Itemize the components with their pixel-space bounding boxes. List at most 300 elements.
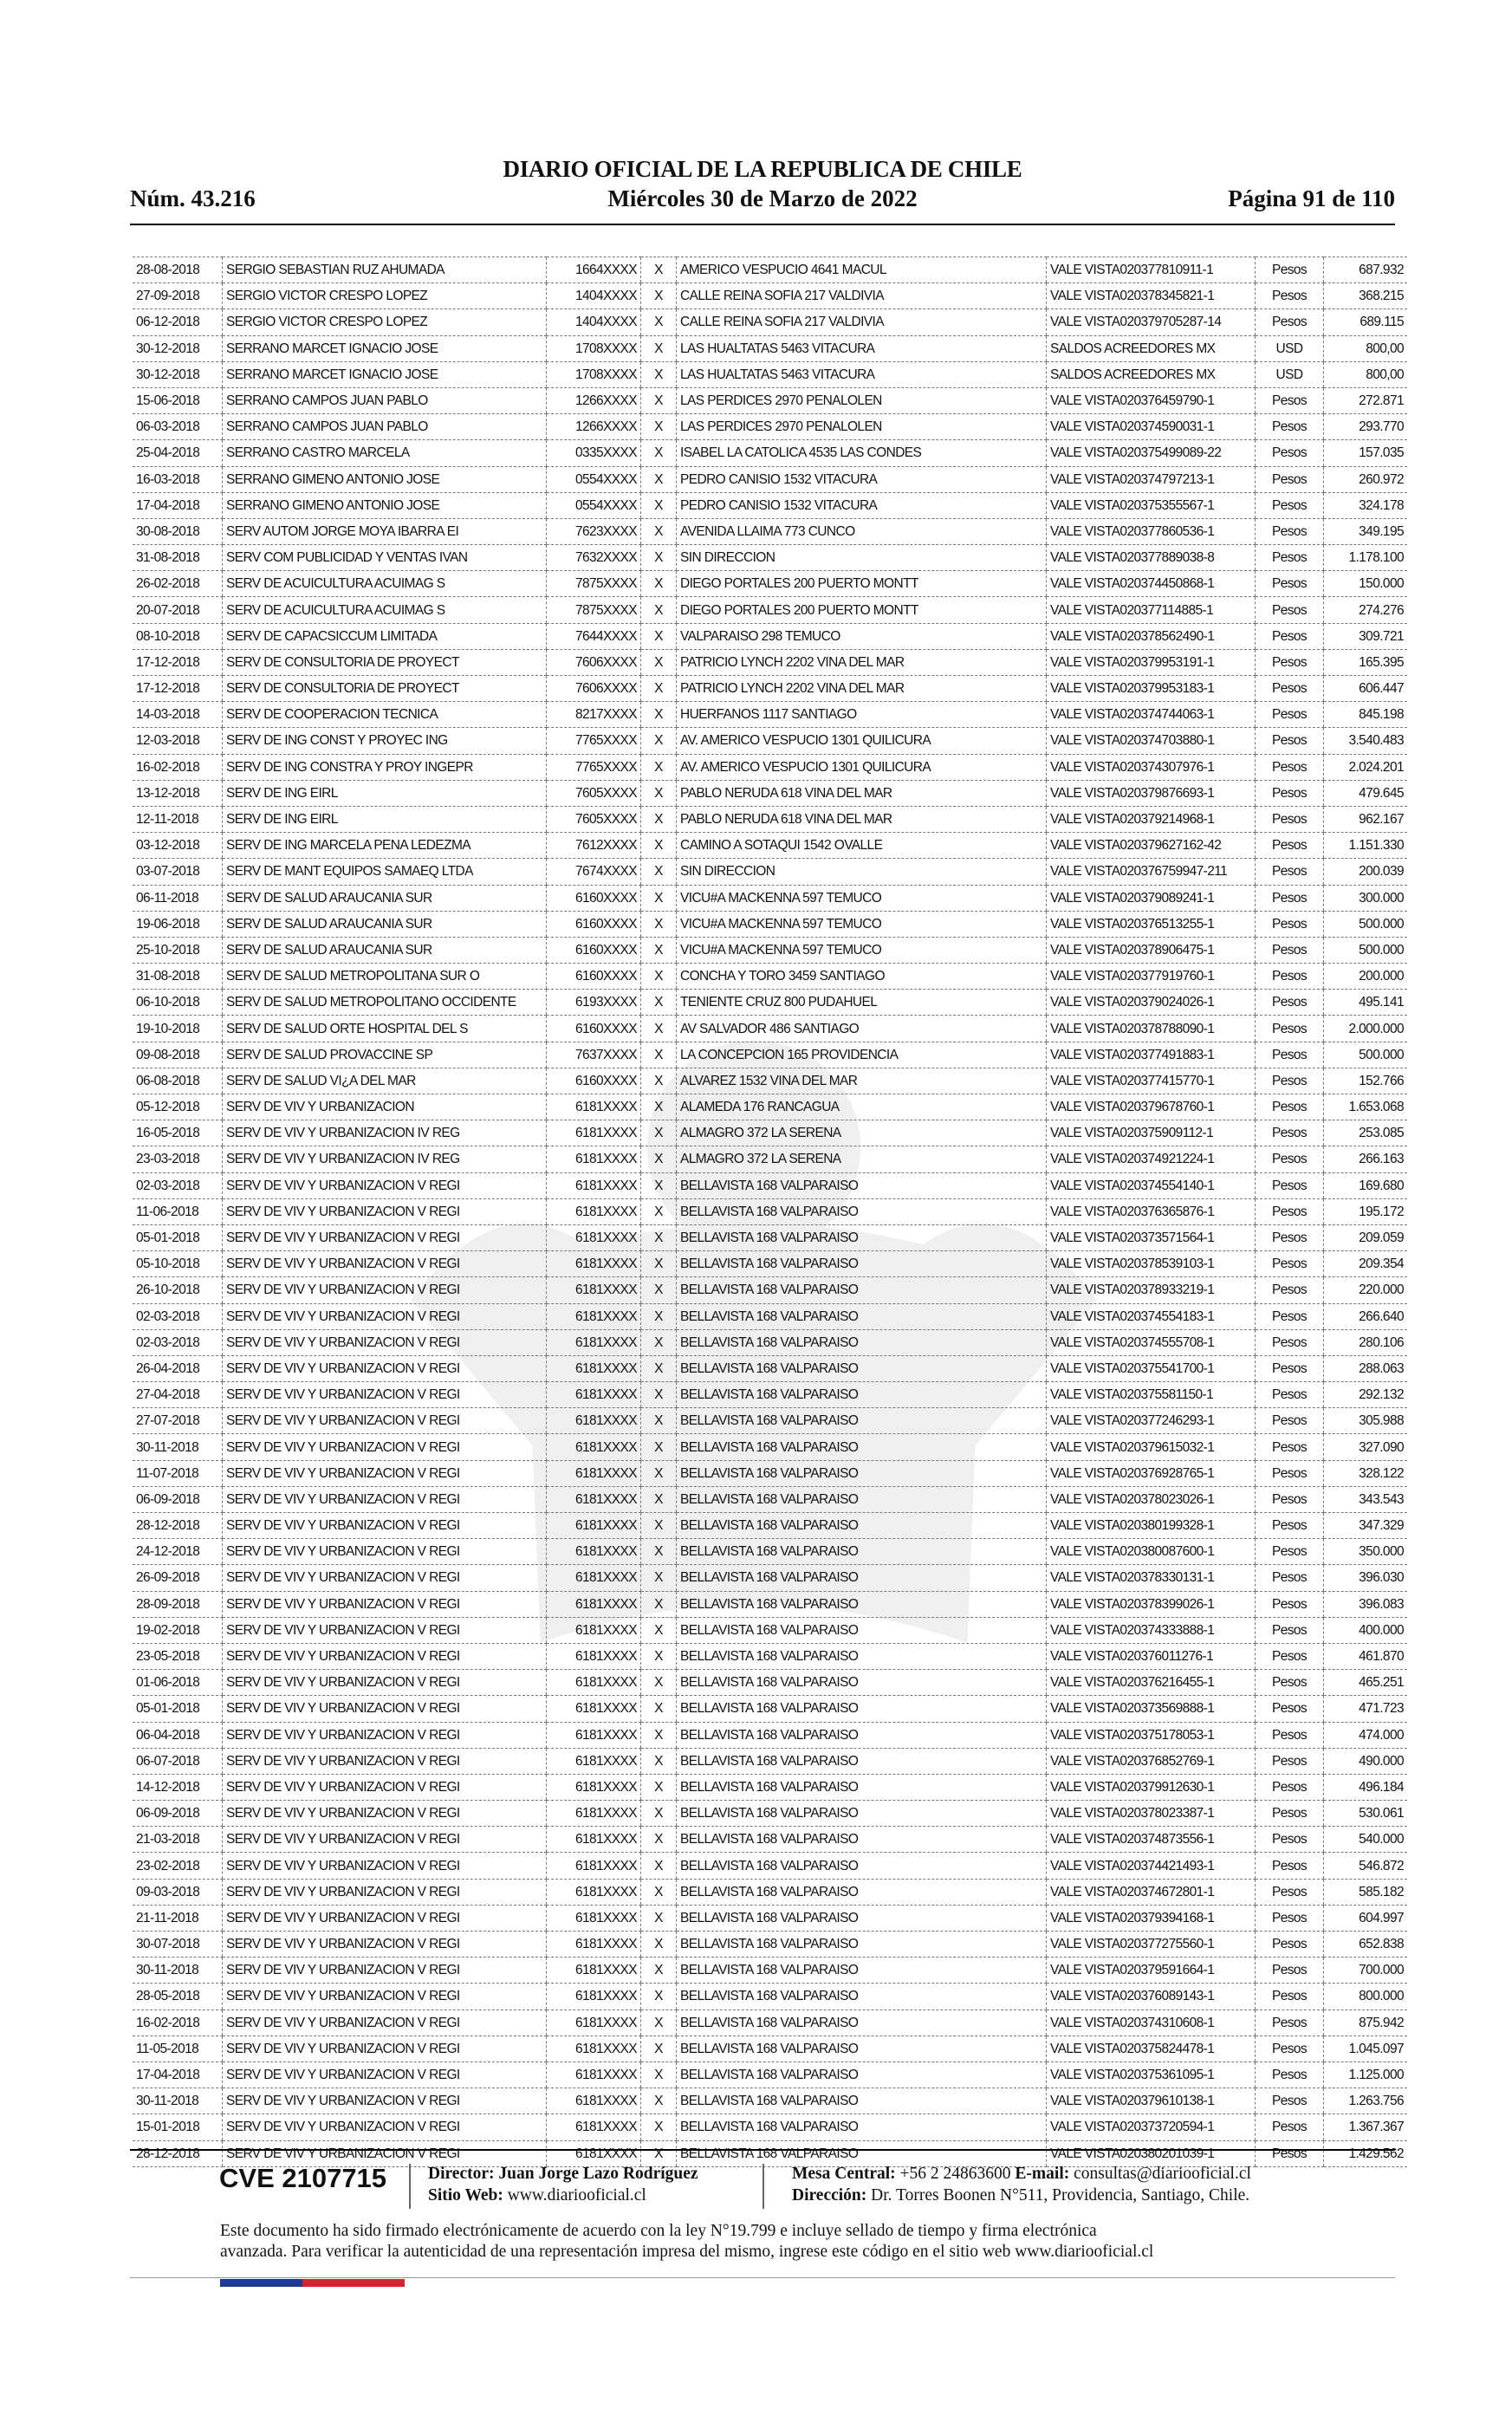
rut-cell: 6181XXXX xyxy=(547,1146,641,1172)
address-cell: BELLAVISTA 168 VALPARAISO xyxy=(677,2010,1047,2036)
document-cell: VALE VISTA020377491883-1 xyxy=(1047,1042,1256,1068)
marker-cell: X xyxy=(641,2010,677,2036)
marker-cell: X xyxy=(641,387,677,413)
document-cell: VALE VISTA020375178053-1 xyxy=(1047,1722,1256,1748)
director-name: Juan Jorge Lazo Rodríguez xyxy=(498,2165,698,2183)
amount-cell: 309.721 xyxy=(1324,623,1408,649)
document-cell: VALE VISTA020378788090-1 xyxy=(1047,1016,1256,1042)
address-cell: BELLAVISTA 168 VALPARAISO xyxy=(677,2140,1047,2166)
address-cell: AV. AMERICO VESPUCIO 1301 QUILICURA xyxy=(677,754,1047,780)
table-row xyxy=(133,1016,1407,1042)
rut-cell: 6181XXXX xyxy=(547,1382,641,1408)
table-row xyxy=(133,2088,1407,2114)
marker-cell: X xyxy=(641,1539,677,1565)
beneficiary-cell: SERV DE ING CONST Y PROYEC ING xyxy=(223,728,547,754)
table-row xyxy=(133,440,1407,466)
date-cell: 27-09-2018 xyxy=(133,283,223,309)
address-cell: DIEGO PORTALES 200 PUERTO MONTT xyxy=(677,571,1047,597)
amount-cell: 800.000 xyxy=(1324,1984,1408,2010)
amount-cell: 500.000 xyxy=(1324,937,1408,963)
rut-cell: 6181XXXX xyxy=(547,1984,641,2010)
table-row xyxy=(133,545,1407,571)
beneficiary-cell: SERRANO GIMENO ANTONIO JOSE xyxy=(223,492,547,518)
address-cell: PATRICIO LYNCH 2202 VINA DEL MAR xyxy=(677,676,1047,702)
date-cell: 06-04-2018 xyxy=(133,1722,223,1748)
table-row xyxy=(133,1617,1407,1643)
table-row xyxy=(133,1801,1407,1827)
date-cell: 06-10-2018 xyxy=(133,990,223,1016)
amount-cell: 300.000 xyxy=(1324,885,1408,911)
rut-cell: 6181XXXX xyxy=(547,1198,641,1224)
rut-cell: 0335XXXX xyxy=(547,440,641,466)
marker-cell: X xyxy=(641,964,677,990)
address-cell: BELLAVISTA 168 VALPARAISO xyxy=(677,1722,1047,1748)
beneficiary-cell: SERV DE SALUD VI¿A DEL MAR xyxy=(223,1068,547,1094)
table-row xyxy=(133,885,1407,911)
marker-cell: X xyxy=(641,1643,677,1669)
address-cell: BELLAVISTA 168 VALPARAISO xyxy=(677,1879,1047,1905)
beneficiary-cell: SERV DE CAPACSICCUM LIMITADA xyxy=(223,623,547,649)
currency-cell: Pesos xyxy=(1256,597,1324,623)
beneficiary-cell: SERV DE ING MARCELA PENA LEDEZMA xyxy=(223,833,547,859)
rut-cell: 6181XXXX xyxy=(547,1958,641,1984)
rut-cell: 6181XXXX xyxy=(547,1539,641,1565)
beneficiary-cell: SERGIO VICTOR CRESPO LOPEZ xyxy=(223,283,547,309)
amount-cell: 293.770 xyxy=(1324,414,1408,440)
currency-cell: Pesos xyxy=(1256,2140,1324,2166)
currency-cell: Pesos xyxy=(1256,990,1324,1016)
rut-cell: 6181XXXX xyxy=(547,1905,641,1931)
marker-cell: X xyxy=(641,937,677,963)
beneficiary-cell: SERV DE MANT EQUIPOS SAMAEQ LTDA xyxy=(223,859,547,885)
table-row xyxy=(133,2062,1407,2088)
date-cell: 23-05-2018 xyxy=(133,1643,223,1669)
document-cell: VALE VISTA020377919760-1 xyxy=(1047,964,1256,990)
document-cell: VALE VISTA020374797213-1 xyxy=(1047,466,1256,492)
signature-notice xyxy=(220,2221,1347,2263)
table-row xyxy=(133,1434,1407,1460)
currency-cell: Pesos xyxy=(1256,1513,1324,1539)
beneficiary-cell: SERV DE ING CONSTRA Y PROY INGEPR xyxy=(223,754,547,780)
document-cell: VALE VISTA020377246293-1 xyxy=(1047,1408,1256,1434)
marker-cell: X xyxy=(641,1382,677,1408)
beneficiary-cell: SERV DE VIV Y URBANIZACION V REGI xyxy=(223,1748,547,1774)
rut-cell: 1708XXXX xyxy=(547,361,641,387)
table-row xyxy=(133,1329,1407,1355)
date-cell: 01-06-2018 xyxy=(133,1670,223,1696)
table-row xyxy=(133,1565,1407,1591)
date-cell: 26-10-2018 xyxy=(133,1277,223,1303)
marker-cell: X xyxy=(641,1434,677,1460)
currency-cell: Pesos xyxy=(1256,1408,1324,1434)
marker-cell: X xyxy=(641,1172,677,1198)
beneficiary-cell: SERV DE VIV Y URBANIZACION V REGI xyxy=(223,2010,547,2036)
table-row xyxy=(133,518,1407,544)
rut-cell: 1404XXXX xyxy=(547,283,641,309)
amount-cell: 260.972 xyxy=(1324,466,1408,492)
amount-cell: 1.429.562 xyxy=(1324,2140,1408,2166)
rut-cell: 6181XXXX xyxy=(547,1565,641,1591)
document-cell: VALE VISTA020379876693-1 xyxy=(1047,780,1256,806)
beneficiary-cell: SERV DE ING EIRL xyxy=(223,806,547,832)
date-cell: 23-03-2018 xyxy=(133,1146,223,1172)
currency-cell: Pesos xyxy=(1256,885,1324,911)
records-body xyxy=(133,257,1407,2167)
marker-cell: X xyxy=(641,1513,677,1539)
beneficiary-cell: SERV DE VIV Y URBANIZACION V REGI xyxy=(223,1643,547,1669)
rut-cell: 6181XXXX xyxy=(547,2140,641,2166)
document-cell: VALE VISTA020374744063-1 xyxy=(1047,702,1256,728)
rut-cell: 7606XXXX xyxy=(547,676,641,702)
table-row xyxy=(133,1539,1407,1565)
amount-cell: 209.354 xyxy=(1324,1251,1408,1277)
document-cell: VALE VISTA020375909112-1 xyxy=(1047,1120,1256,1146)
marker-cell: X xyxy=(641,1670,677,1696)
beneficiary-cell: SERV DE VIV Y URBANIZACION V REGI xyxy=(223,1355,547,1381)
email-link[interactable]: consultas@diariooficial.cl xyxy=(1074,2165,1251,2183)
date-cell: 15-06-2018 xyxy=(133,387,223,413)
table-row xyxy=(133,1486,1407,1512)
address-cell: ALMAGRO 372 LA SERENA xyxy=(677,1146,1047,1172)
address-cell: CALLE REINA SOFIA 217 VALDIVIA xyxy=(677,309,1047,335)
footer-separator xyxy=(409,2164,411,2209)
rut-cell: 6181XXXX xyxy=(547,1355,641,1381)
address-cell: BELLAVISTA 168 VALPARAISO xyxy=(677,1617,1047,1643)
document-cell: VALE VISTA020378933219-1 xyxy=(1047,1277,1256,1303)
document-cell: VALE VISTA020379214968-1 xyxy=(1047,806,1256,832)
document-cell: VALE VISTA020378023387-1 xyxy=(1047,1801,1256,1827)
beneficiary-cell: SERV DE SALUD ARAUCANIA SUR xyxy=(223,937,547,963)
currency-cell: Pesos xyxy=(1256,1958,1324,1984)
currency-cell: Pesos xyxy=(1256,1434,1324,1460)
site-link[interactable]: www.diariooficial.cl xyxy=(507,2186,646,2204)
rut-cell: 6181XXXX xyxy=(547,1513,641,1539)
table-row xyxy=(133,1513,1407,1539)
date-cell: 30-11-2018 xyxy=(133,2088,223,2114)
table-row xyxy=(133,309,1407,335)
amount-cell: 700.000 xyxy=(1324,1958,1408,1984)
marker-cell: X xyxy=(641,1905,677,1931)
document-cell: VALE VISTA020379953191-1 xyxy=(1047,649,1256,675)
table-row xyxy=(133,1774,1407,1800)
rut-cell: 0554XXXX xyxy=(547,492,641,518)
address-cell: BELLAVISTA 168 VALPARAISO xyxy=(677,1774,1047,1800)
table-row xyxy=(133,1879,1407,1905)
beneficiary-cell: SERV DE VIV Y URBANIZACION V REGI xyxy=(223,1958,547,1984)
marker-cell: X xyxy=(641,806,677,832)
marker-cell: X xyxy=(641,597,677,623)
table-row xyxy=(133,2010,1407,2036)
table-row xyxy=(133,833,1407,859)
rut-cell: 7605XXXX xyxy=(547,806,641,832)
address-cell: BELLAVISTA 168 VALPARAISO xyxy=(677,1408,1047,1434)
currency-cell: Pesos xyxy=(1256,911,1324,937)
currency-cell: Pesos xyxy=(1256,283,1324,309)
beneficiary-cell: SERV DE VIV Y URBANIZACION V REGI xyxy=(223,1198,547,1224)
rut-cell: 6181XXXX xyxy=(547,1696,641,1722)
document-cell: VALE VISTA020374421493-1 xyxy=(1047,1853,1256,1879)
table-row xyxy=(133,387,1407,413)
amount-cell: 3.540.483 xyxy=(1324,728,1408,754)
currency-cell: Pesos xyxy=(1256,257,1324,283)
date-cell: 25-04-2018 xyxy=(133,440,223,466)
currency-cell: Pesos xyxy=(1256,937,1324,963)
document-cell: VALE VISTA020375499089-22 xyxy=(1047,440,1256,466)
table-row xyxy=(133,1146,1407,1172)
marker-cell: X xyxy=(641,1355,677,1381)
address-cell: BELLAVISTA 168 VALPARAISO xyxy=(677,1643,1047,1669)
table-row xyxy=(133,806,1407,832)
currency-cell: Pesos xyxy=(1256,492,1324,518)
rut-cell: 6160XXXX xyxy=(547,1016,641,1042)
amount-cell: 495.141 xyxy=(1324,990,1408,1016)
date-cell: 27-07-2018 xyxy=(133,1408,223,1434)
beneficiary-cell: SERV DE VIV Y URBANIZACION V REGI xyxy=(223,1696,547,1722)
date-cell: 16-05-2018 xyxy=(133,1120,223,1146)
marker-cell: X xyxy=(641,1277,677,1303)
table-row xyxy=(133,466,1407,492)
currency-cell: Pesos xyxy=(1256,1042,1324,1068)
table-row xyxy=(133,990,1407,1016)
table-row xyxy=(133,964,1407,990)
marker-cell: X xyxy=(641,545,677,571)
marker-cell: X xyxy=(641,1198,677,1224)
marker-cell: X xyxy=(641,1696,677,1722)
table-row xyxy=(133,623,1407,649)
address-cell: BELLAVISTA 168 VALPARAISO xyxy=(677,1513,1047,1539)
beneficiary-cell: SERV DE VIV Y URBANIZACION IV REG xyxy=(223,1146,547,1172)
currency-cell: Pesos xyxy=(1256,1303,1324,1329)
address-cell: AV SALVADOR 486 SANTIAGO xyxy=(677,1016,1047,1042)
date-cell: 28-12-2018 xyxy=(133,2140,223,2166)
address-cell: DIEGO PORTALES 200 PUERTO MONTT xyxy=(677,597,1047,623)
beneficiary-cell: SERV DE VIV Y URBANIZACION V REGI xyxy=(223,1224,547,1250)
amount-cell: 1.151.330 xyxy=(1324,833,1408,859)
currency-cell: Pesos xyxy=(1256,1277,1324,1303)
rut-cell: 6181XXXX xyxy=(547,1853,641,1879)
beneficiary-cell: SERRANO CASTRO MARCELA xyxy=(223,440,547,466)
beneficiary-cell: SERV DE VIV Y URBANIZACION V REGI xyxy=(223,1539,547,1565)
currency-cell: Pesos xyxy=(1256,623,1324,649)
rut-cell: 6181XXXX xyxy=(547,1591,641,1617)
address-cell: CAMINO A SOTAQUI 1542 OVALLE xyxy=(677,833,1047,859)
rut-cell: 6181XXXX xyxy=(547,1774,641,1800)
date-cell: 02-03-2018 xyxy=(133,1172,223,1198)
table-row xyxy=(133,728,1407,754)
amount-cell: 530.061 xyxy=(1324,1801,1408,1827)
marker-cell: X xyxy=(641,754,677,780)
table-row xyxy=(133,859,1407,885)
address-cell: BELLAVISTA 168 VALPARAISO xyxy=(677,1905,1047,1931)
currency-cell: Pesos xyxy=(1256,518,1324,544)
table-row xyxy=(133,414,1407,440)
table-row xyxy=(133,361,1407,387)
rut-cell: 6181XXXX xyxy=(547,1172,641,1198)
currency-cell: Pesos xyxy=(1256,754,1324,780)
beneficiary-cell: SERV DE VIV Y URBANIZACION V REGI xyxy=(223,1303,547,1329)
amount-cell: 368.215 xyxy=(1324,283,1408,309)
date-cell: 17-12-2018 xyxy=(133,649,223,675)
currency-cell: Pesos xyxy=(1256,1774,1324,1800)
amount-cell: 349.195 xyxy=(1324,518,1408,544)
amount-cell: 274.276 xyxy=(1324,597,1408,623)
currency-cell: Pesos xyxy=(1256,2036,1324,2062)
address-cell: BELLAVISTA 168 VALPARAISO xyxy=(677,1382,1047,1408)
table-row xyxy=(133,649,1407,675)
marker-cell: X xyxy=(641,649,677,675)
date-cell: 06-09-2018 xyxy=(133,1801,223,1827)
document-cell: SALDOS ACREEDORES MX xyxy=(1047,361,1256,387)
amount-cell: 845.198 xyxy=(1324,702,1408,728)
amount-cell: 220.000 xyxy=(1324,1277,1408,1303)
beneficiary-cell: SERV DE VIV Y URBANIZACION V REGI xyxy=(223,2140,547,2166)
table-row xyxy=(133,1382,1407,1408)
amount-cell: 500.000 xyxy=(1324,911,1408,937)
beneficiary-cell: SERRANO MARCET IGNACIO JOSE xyxy=(223,335,547,361)
rut-cell: 6181XXXX xyxy=(547,1094,641,1120)
document-cell: VALE VISTA020376928765-1 xyxy=(1047,1460,1256,1486)
amount-cell: 474.000 xyxy=(1324,1722,1408,1748)
rut-cell: 6181XXXX xyxy=(547,2088,641,2114)
beneficiary-cell: SERV DE ACUICULTURA ACUIMAG S xyxy=(223,571,547,597)
address-cell: PABLO NERUDA 618 VINA DEL MAR xyxy=(677,780,1047,806)
address-cell: BELLAVISTA 168 VALPARAISO xyxy=(677,1539,1047,1565)
date-cell: 30-12-2018 xyxy=(133,361,223,387)
document-cell: VALE VISTA020376365876-1 xyxy=(1047,1198,1256,1224)
table-row xyxy=(133,1722,1407,1748)
notice-line: avanzada. Para verificar la autenticidad de una representación impresa del mismo, ingrese este código en el sitio web www.diariooficial.cl xyxy=(220,2243,1154,2261)
document-cell: VALE VISTA020377275560-1 xyxy=(1047,1932,1256,1958)
amount-cell: 471.723 xyxy=(1324,1696,1408,1722)
date-cell: 06-07-2018 xyxy=(133,1748,223,1774)
rut-cell: 6181XXXX xyxy=(547,1460,641,1486)
address-cell: LAS HUALTATAS 5463 VITACURA xyxy=(677,335,1047,361)
amount-cell: 209.059 xyxy=(1324,1224,1408,1250)
table-row xyxy=(133,257,1407,283)
rut-cell: 6193XXXX xyxy=(547,990,641,1016)
address-cell: AMERICO VESPUCIO 4641 MACUL xyxy=(677,257,1047,283)
marker-cell: X xyxy=(641,1984,677,2010)
rut-cell: 8217XXXX xyxy=(547,702,641,728)
beneficiary-cell: SERV DE VIV Y URBANIZACION V REGI xyxy=(223,1617,547,1643)
currency-cell: Pesos xyxy=(1256,1853,1324,1879)
date-cell: 06-09-2018 xyxy=(133,1486,223,1512)
amount-cell: 606.447 xyxy=(1324,676,1408,702)
document-cell: VALE VISTA020376011276-1 xyxy=(1047,1643,1256,1669)
currency-cell: Pesos xyxy=(1256,1146,1324,1172)
table-row xyxy=(133,1224,1407,1250)
date-cell: 09-03-2018 xyxy=(133,1879,223,1905)
document-cell: VALE VISTA020374703880-1 xyxy=(1047,728,1256,754)
marker-cell: X xyxy=(641,1094,677,1120)
beneficiary-cell: SERV DE SALUD ARAUCANIA SUR xyxy=(223,885,547,911)
rut-cell: 6181XXXX xyxy=(547,2114,641,2140)
rut-cell: 7644XXXX xyxy=(547,623,641,649)
rut-cell: 6160XXXX xyxy=(547,911,641,937)
rut-cell: 7875XXXX xyxy=(547,597,641,623)
currency-cell: Pesos xyxy=(1256,1120,1324,1146)
marker-cell: X xyxy=(641,2036,677,2062)
address-cell: BELLAVISTA 168 VALPARAISO xyxy=(677,1853,1047,1879)
rut-cell: 6181XXXX xyxy=(547,1643,641,1669)
rut-cell: 1708XXXX xyxy=(547,335,641,361)
address-cell: AVENIDA LLAIMA 773 CUNCO xyxy=(677,518,1047,544)
rut-cell: 6181XXXX xyxy=(547,1303,641,1329)
beneficiary-cell: SERV DE VIV Y URBANIZACION V REGI xyxy=(223,1172,547,1198)
address-cell: PEDRO CANISIO 1532 VITACURA xyxy=(677,466,1047,492)
beneficiary-cell: SERRANO CAMPOS JUAN PABLO xyxy=(223,387,547,413)
currency-cell: Pesos xyxy=(1256,2114,1324,2140)
amount-cell: 875.942 xyxy=(1324,2010,1408,2036)
beneficiary-cell: SERV DE SALUD METROPOLITANO OCCIDENTE xyxy=(223,990,547,1016)
marker-cell: X xyxy=(641,885,677,911)
currency-cell: Pesos xyxy=(1256,1565,1324,1591)
document-cell: VALE VISTA020378906475-1 xyxy=(1047,937,1256,963)
amount-cell: 689.115 xyxy=(1324,309,1408,335)
address-cell: BELLAVISTA 168 VALPARAISO xyxy=(677,1224,1047,1250)
amount-cell: 324.178 xyxy=(1324,492,1408,518)
amount-cell: 328.122 xyxy=(1324,1460,1408,1486)
amount-cell: 272.871 xyxy=(1324,387,1408,413)
beneficiary-cell: SERV AUTOM JORGE MOYA IBARRA EI xyxy=(223,518,547,544)
beneficiary-cell: SERV DE VIV Y URBANIZACION V REGI xyxy=(223,1932,547,1958)
amount-cell: 1.045.097 xyxy=(1324,2036,1408,2062)
date-cell: 28-12-2018 xyxy=(133,1513,223,1539)
amount-cell: 288.063 xyxy=(1324,1355,1408,1381)
document-cell: VALE VISTA020373569888-1 xyxy=(1047,1696,1256,1722)
marker-cell: X xyxy=(641,1853,677,1879)
currency-cell: Pesos xyxy=(1256,1748,1324,1774)
amount-cell: 396.030 xyxy=(1324,1565,1408,1591)
contact-block xyxy=(792,2163,1251,2206)
rut-cell: 6181XXXX xyxy=(547,1224,641,1250)
date-cell: 16-03-2018 xyxy=(133,466,223,492)
amount-cell: 604.997 xyxy=(1324,1905,1408,1931)
address-cell: VALPARAISO 298 TEMUCO xyxy=(677,623,1047,649)
amount-cell: 305.988 xyxy=(1324,1408,1408,1434)
beneficiary-cell: SERV DE VIV Y URBANIZACION V REGI xyxy=(223,1905,547,1931)
table-row xyxy=(133,1251,1407,1277)
rut-cell: 7606XXXX xyxy=(547,649,641,675)
beneficiary-cell: SERV DE VIV Y URBANIZACION xyxy=(223,1094,547,1120)
amount-cell: 652.838 xyxy=(1324,1932,1408,1958)
publication-title: DIARIO OFICIAL DE LA REPUBLICA DE CHILE xyxy=(503,156,1022,182)
currency-cell: Pesos xyxy=(1256,1355,1324,1381)
address-cell: BELLAVISTA 168 VALPARAISO xyxy=(677,1984,1047,2010)
document-cell: VALE VISTA020378562490-1 xyxy=(1047,623,1256,649)
table-row xyxy=(133,1932,1407,1958)
currency-cell: USD xyxy=(1256,361,1324,387)
document-cell: VALE VISTA020377114885-1 xyxy=(1047,597,1256,623)
rut-cell: 6181XXXX xyxy=(547,1434,641,1460)
currency-cell: Pesos xyxy=(1256,859,1324,885)
rut-cell: 7605XXXX xyxy=(547,780,641,806)
address-cell: BELLAVISTA 168 VALPARAISO xyxy=(677,1591,1047,1617)
beneficiary-cell: SERV DE VIV Y URBANIZACION V REGI xyxy=(223,1513,547,1539)
marker-cell: X xyxy=(641,1932,677,1958)
address-cell: BELLAVISTA 168 VALPARAISO xyxy=(677,2062,1047,2088)
date-cell: 06-12-2018 xyxy=(133,309,223,335)
beneficiary-cell: SERV DE VIV Y URBANIZACION V REGI xyxy=(223,1460,547,1486)
currency-cell: Pesos xyxy=(1256,1094,1324,1120)
document-cell: VALE VISTA020376089143-1 xyxy=(1047,1984,1256,2010)
date-cell: 25-10-2018 xyxy=(133,937,223,963)
amount-cell: 461.870 xyxy=(1324,1643,1408,1669)
currency-cell: Pesos xyxy=(1256,1670,1324,1696)
amount-cell: 253.085 xyxy=(1324,1120,1408,1146)
marker-cell: X xyxy=(641,1460,677,1486)
beneficiary-cell: SERRANO MARCET IGNACIO JOSE xyxy=(223,361,547,387)
